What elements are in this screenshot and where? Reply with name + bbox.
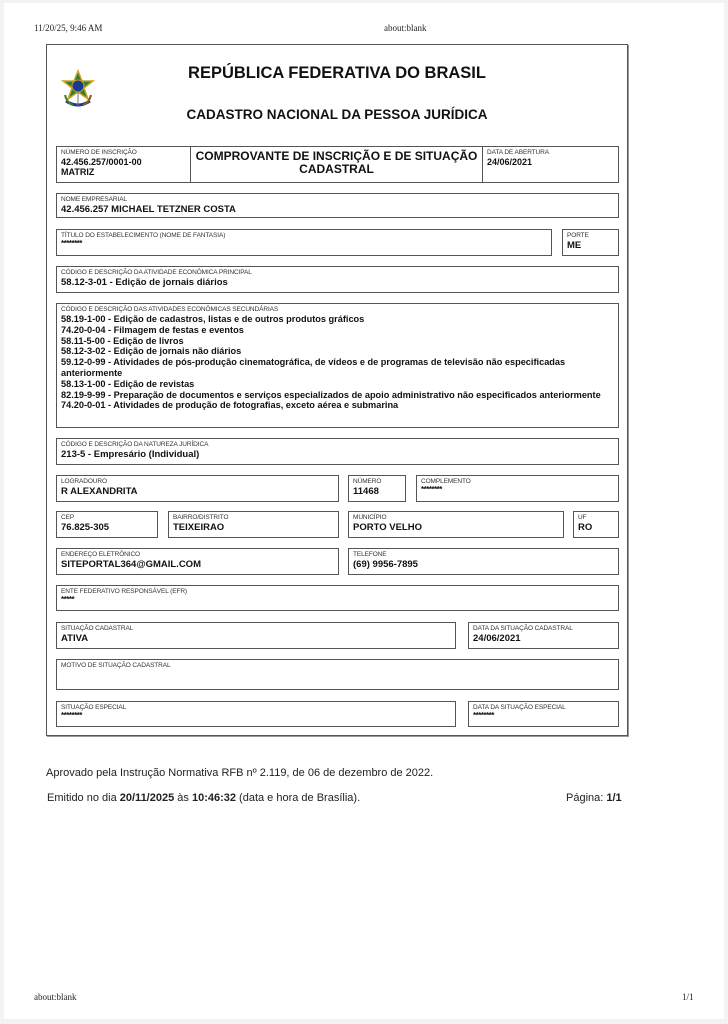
document-title: REPÚBLICA FEDERATIVA DO BRASIL	[188, 64, 486, 82]
field-value: 42.456.257 MICHAEL TETZNER COSTA	[61, 204, 236, 215]
field-value: 24/06/2021	[487, 157, 533, 167]
pagina-value: 1/1	[606, 792, 622, 804]
emitido-mid: às	[174, 792, 192, 804]
field-label: MOTIVO DE SITUAÇÃO CADASTRAL	[61, 662, 171, 669]
field-label: NÚMERO DE INSCRIÇÃO	[61, 149, 137, 156]
complemento-field	[416, 475, 619, 502]
field-label: CÓDIGO E DESCRIÇÃO DAS ATIVIDADES ECONÔMICAS SECUNDÁRIAS	[61, 306, 279, 313]
telefone-field	[348, 548, 619, 575]
efr-field	[56, 585, 619, 611]
list-item: 58.13-1-00 - Edição de revistas	[61, 378, 195, 389]
field-label: SITUAÇÃO ESPECIAL	[61, 704, 127, 711]
emitido-prefix: Emitido no dia	[47, 792, 120, 804]
situacao-cadastral-field	[56, 622, 456, 649]
field-value: ********	[421, 485, 442, 494]
data-abertura-field	[482, 146, 619, 183]
numero-inscricao-field	[56, 146, 191, 183]
data-situacao-cadastral-field	[468, 622, 619, 649]
field-value: 76.825-305	[61, 522, 110, 533]
field-value: ********	[61, 711, 82, 720]
situacao-especial-field	[56, 701, 456, 727]
field-value: 11468	[353, 486, 379, 497]
list-item: 82.19-9-99 - Preparação de documentos e serviços especializados de apoio administrativo não especificados anteriormente	[61, 389, 601, 400]
aprovado-text: Aprovado pela Instrução Normativa RFB nº 2.119, de 06 de dezembro de 2022.	[46, 767, 434, 779]
emitido-time: 10:46:32	[191, 792, 236, 804]
field-label: DATA DA SITUAÇÃO ESPECIAL	[473, 704, 566, 711]
field-value: (69) 9956-7895	[353, 559, 418, 570]
porte-field	[562, 229, 619, 256]
field-value: ********	[61, 239, 82, 248]
numero-field	[348, 475, 406, 502]
pagina-label: Página:	[566, 792, 607, 804]
titulo-estabelecimento-field	[56, 229, 552, 256]
list-item: 58.19-1-00 - Edição de cadastros, listas e de outros produtos gráficos	[61, 314, 365, 324]
field-label: MUNICÍPIO	[353, 514, 387, 521]
list-item: 59.12-0-99 - Atividades de pós-produção cinematográfica, de vídeos e de programas de televisão não especificadas anteriormente	[61, 357, 566, 378]
field-label: PORTE	[567, 232, 589, 239]
field-label: LOGRADOURO	[61, 478, 107, 485]
field-label: ENDEREÇO ELETRÔNICO	[61, 551, 141, 558]
pagina-text	[566, 792, 622, 804]
field-label: CEP	[61, 514, 75, 521]
uf-field	[573, 511, 619, 538]
field-label: UF	[578, 514, 587, 521]
bairro-field	[168, 511, 339, 538]
matriz-label: MATRIZ	[61, 167, 95, 177]
field-value: RO	[578, 522, 593, 533]
cnpj-certificate	[46, 44, 628, 736]
field-value: SITEPORTAL364@GMAIL.COM	[61, 559, 201, 570]
logradouro-field	[56, 475, 339, 502]
field-label: TELEFONE	[353, 551, 387, 558]
field-value: ME	[567, 240, 582, 251]
field-label: NOME EMPRESARIAL	[61, 196, 127, 203]
field-value: 213-5 - Empresário (Individual)	[61, 449, 200, 460]
field-label: DATA DA SITUAÇÃO CADASTRAL	[473, 625, 573, 632]
emitido-suffix: (data e hora de Brasília).	[236, 792, 361, 804]
atividade-principal-field	[56, 266, 619, 293]
emitido-date: 20/11/2025	[119, 792, 175, 804]
data-situacao-especial-field	[468, 701, 619, 727]
field-label: NÚMERO	[353, 478, 382, 485]
field-value: 58.12-3-01 - Edição de jornais diários	[61, 277, 228, 288]
field-value: R ALEXANDRITA	[61, 486, 138, 497]
field-value: PORTO VELHO	[353, 522, 422, 533]
comprovante-title: COMPROVANTE DE INSCRIÇÃO E DE SITUAÇÃO CADASTRAL	[195, 149, 478, 176]
nome-empresarial-field	[56, 193, 619, 218]
field-value: *****	[61, 595, 75, 604]
field-value: 42.456.257/0001-00	[61, 157, 142, 167]
field-value: 24/06/2021	[473, 633, 521, 644]
field-label: DATA DE ABERTURA	[487, 149, 549, 156]
field-label: CÓDIGO E DESCRIÇÃO DA NATUREZA JURÍDICA	[61, 441, 209, 448]
document-subtitle: CADASTRO NACIONAL DA PESSOA JURÍDICA	[186, 107, 488, 122]
print-datetime: 11/20/25, 9:46 AM	[34, 23, 103, 33]
field-value: TEIXEIRAO	[173, 522, 225, 533]
atividades-secundarias-field	[56, 303, 619, 428]
field-label: BAIRRO/DISTRITO	[173, 514, 229, 521]
field-label: CÓDIGO E DESCRIÇÃO DA ATIVIDADE ECONÔMICA PRINCIPAL	[61, 269, 252, 276]
motivo-situacao-field	[56, 659, 619, 690]
municipio-field	[348, 511, 564, 538]
print-url: about:blank	[384, 23, 427, 33]
print-footer-url: about:blank	[34, 992, 77, 1002]
natureza-juridica-field	[56, 438, 619, 465]
email-field	[56, 548, 339, 575]
list-item: 74.20-0-04 - Filmagem de festas e eventos	[61, 324, 244, 335]
cep-field	[56, 511, 158, 538]
field-value: ATIVA	[61, 633, 89, 644]
emitido-text	[47, 792, 360, 804]
field-label: ENTE FEDERATIVO RESPONSÁVEL (EFR)	[61, 588, 187, 595]
field-label: TÍTULO DO ESTABELECIMENTO (NOME DE FANTASIA)	[61, 232, 226, 239]
field-label: COMPLEMENTO	[421, 478, 471, 485]
field-value: ********	[473, 711, 494, 720]
print-footer-page: 1/1	[682, 992, 694, 1002]
list-item: 58.11-5-00 - Edição de livros	[61, 335, 184, 346]
comprovante-title-box	[190, 146, 483, 183]
list-item: 74.20-0-01 - Atividades de produção de fotografias, exceto aérea e submarina	[61, 400, 399, 411]
field-label: SITUAÇÃO CADASTRAL	[61, 625, 134, 632]
list-item: 58.12-3-02 - Edição de jornais não diários	[61, 346, 242, 357]
